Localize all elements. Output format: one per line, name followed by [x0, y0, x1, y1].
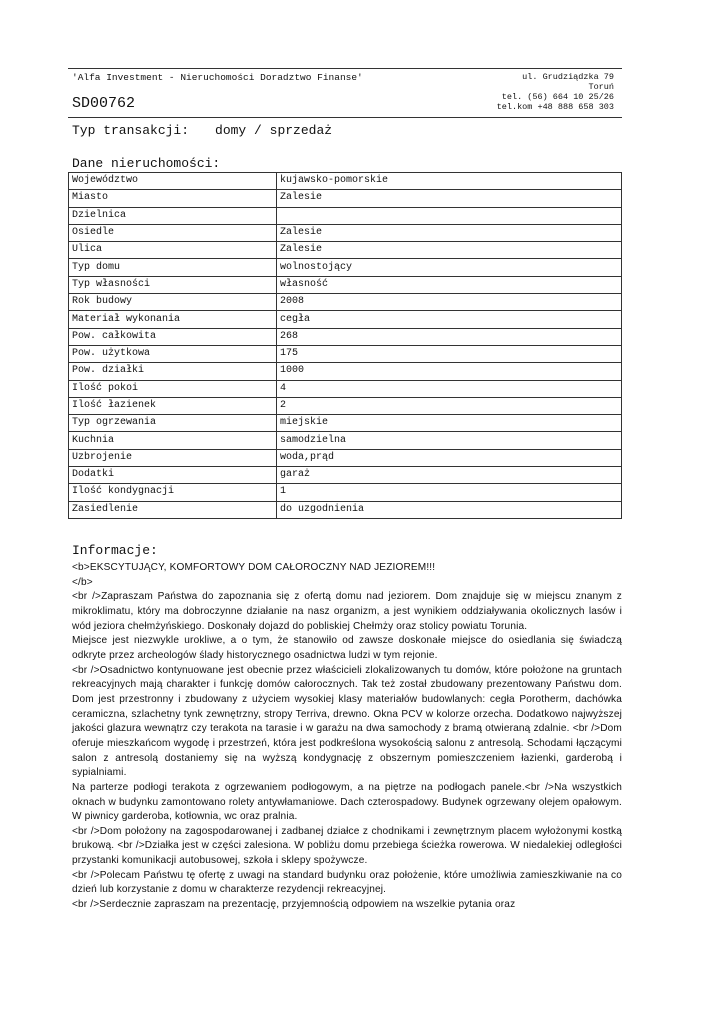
description-paragraph: </b>: [72, 576, 93, 588]
property-key: Dodatki: [69, 467, 277, 484]
property-key: Pow. użytkowa: [69, 345, 277, 362]
property-key: Pow. całkowita: [69, 328, 277, 345]
property-key: Rok budowy: [69, 294, 277, 311]
document-header: [68, 68, 622, 118]
table-row: [69, 432, 622, 449]
table-row: [69, 467, 622, 484]
property-value: kujawsko-pomorskie: [277, 173, 622, 190]
table-row: [69, 328, 622, 345]
table-row: [69, 397, 622, 414]
table-row: [69, 311, 622, 328]
property-key: Typ własności: [69, 276, 277, 293]
property-key: Typ ogrzewania: [69, 415, 277, 432]
description-paragraph: <br />Serdecznie zapraszam na prezentację, przyjemnością odpowiem na wszelkie pytania oraz: [72, 899, 516, 911]
transaction-type: [72, 123, 332, 138]
description-text: [72, 561, 622, 913]
property-value: cegła: [277, 311, 622, 328]
table-row: [69, 259, 622, 276]
table-row: [69, 501, 622, 518]
offer-reference: SD00762: [72, 95, 136, 112]
table-row: [69, 449, 622, 466]
property-key: Miasto: [69, 190, 277, 207]
property-value: Zalesie: [277, 242, 622, 259]
property-value: 2008: [277, 294, 622, 311]
address-line: tel. (56) 664 10 25/26: [501, 92, 614, 102]
property-value: 4: [277, 380, 622, 397]
description-paragraph: <br />Dom położony na zagospodarowanej i zadbanej działce z chodnikami i zewnętrznym placem wyłożonymi kostką brukową. <br />Działka jest w części zalesiona. W pobliżu domu przebiega ścieżka rowerowa. W niedalekiej odległości przystanki komunikacji autobusowej, szkoła i sklepy spożywcze.: [72, 825, 622, 867]
description-paragraph: <br />Polecam Państwu tę ofertę z uwagi na standard budynku oraz położenie, które umożliwia zamieszkiwanie na co dzień lub korzystanie z domu w charakterze rezydencji rekreacyjnej.: [72, 869, 622, 896]
property-value: wolnostojący: [277, 259, 622, 276]
property-key: Ilość łazienek: [69, 397, 277, 414]
table-row: [69, 224, 622, 241]
property-key: Województwo: [69, 173, 277, 190]
property-value: 2: [277, 397, 622, 414]
property-key: Typ domu: [69, 259, 277, 276]
property-value: samodzielna: [277, 432, 622, 449]
table-row: [69, 173, 622, 190]
property-key: Dzielnica: [69, 207, 277, 224]
property-value: garaż: [277, 467, 622, 484]
table-row: [69, 345, 622, 362]
property-key: Materiał wykonania: [69, 311, 277, 328]
property-value: 268: [277, 328, 622, 345]
transaction-value: domy / sprzedaż: [215, 123, 333, 138]
description-paragraph: <br />Osadnictwo kontynuowane jest obecnie przez właścicieli zlokalizowanych tu domów, które położone na gruntach rekreacyjnych mają charakter i funkcję domów całorocznych. Tak też został zbudowany prezentowany Państwu dom. Dom jest przestronny i zbudowany z użyciem wysokiej klasy materiałów budowlanych: cegła Porotherm, dachówka ceramiczna, szlachetny tynk zewnętrzny, stropy Terriva, drewno. Okna PCV w kolorze orzecha. Dodatkowo najwyższej jakości glazura wewnątrz czy terakota na tarasie i w garażu na dwa samochody z bramą otwieraną zdalnie. <br />Dom oferuje mieszkańcom wygodę i przestrzeń, która jest podkreślona wysokością salonu z antresolą. Schodami łączącymi salon z antresolą dostaniemy się na wyższą kondygnację z obszernym pomieszczeniem łazienki, garderobą i sypialniami.: [72, 664, 622, 779]
property-key: Kuchnia: [69, 432, 277, 449]
table-row: [69, 380, 622, 397]
property-key: Pow. działki: [69, 363, 277, 380]
description-paragraph: <br />Zapraszam Państwa do zapoznania się z ofertą domu nad jeziorem. Dom znajduje się w miejscu znanym z mikroklimatu, który ma dobroczynne działanie na nasz organizm, a jest wynikiem oddziaływania okolicznych lasów i wód jeziora chełmżyńskiego. Doskonały dojazd do pobliskiej Chełmży oraz stolicy powiatu Torunia.: [72, 591, 622, 632]
address-line: tel.kom +48 888 658 303: [496, 102, 614, 112]
description-paragraph: Miejsce jest niezwykle urokliwe, a o tym, że stanowiło od zawsze doskonałe miejsce do osiedlania się świadczą odkryte przez archeologów ślady historycznego osadnictwa ludzi w tym rejonie.: [72, 635, 622, 661]
property-key: Osiedle: [69, 224, 277, 241]
property-value: własność: [277, 276, 622, 293]
description-paragraph: <b>EKSCYTUJĄCY, KOMFORTOWY DOM CAŁOROCZNY NAD JEZIOREM!!!: [72, 562, 436, 573]
address-line: ul. Grudziądzka 79: [522, 72, 614, 82]
property-value: Zalesie: [277, 190, 622, 207]
property-value: miejskie: [277, 415, 622, 432]
table-row: [69, 207, 622, 224]
properties-table: [68, 172, 622, 519]
property-key: Ilość pokoi: [69, 380, 277, 397]
transaction-label: Typ transakcji:: [72, 123, 190, 138]
table-row: [69, 294, 622, 311]
agency-address: [497, 72, 614, 112]
agency-name: 'Alfa Investment - Nieruchomości Doradztwo Finanse': [72, 72, 363, 83]
property-value: [277, 207, 622, 224]
property-key: Zasiedlenie: [69, 501, 277, 518]
property-key: Ulica: [69, 242, 277, 259]
property-value: do uzgodnienia: [277, 501, 622, 518]
info-title: Informacje:: [72, 543, 158, 558]
property-value: 1000: [277, 363, 622, 380]
table-row: [69, 415, 622, 432]
properties-title: Dane nieruchomości:: [72, 156, 221, 171]
table-row: [69, 190, 622, 207]
property-value: Zalesie: [277, 224, 622, 241]
property-key: Uzbrojenie: [69, 449, 277, 466]
address-line: Toruń: [588, 82, 614, 92]
property-value: woda,prąd: [277, 449, 622, 466]
table-row: [69, 242, 622, 259]
table-row: [69, 276, 622, 293]
property-value: 1: [277, 484, 622, 501]
table-row: [69, 363, 622, 380]
property-value: 175: [277, 345, 622, 362]
description-paragraph: Na parterze podłogi terakota z ogrzewaniem podłogowym, a na piętrze na podłogach panele.<br />Na wszystkich oknach w budynku zamontowano rolety antywłamaniowe. Dach czterospadowy. Budynek ogrzewany olejem opałowym. W piwnicy garderoba, kotłownia, wc oraz pralnia.: [72, 781, 622, 823]
property-key: Ilość kondygnacji: [69, 484, 277, 501]
table-row: [69, 484, 622, 501]
